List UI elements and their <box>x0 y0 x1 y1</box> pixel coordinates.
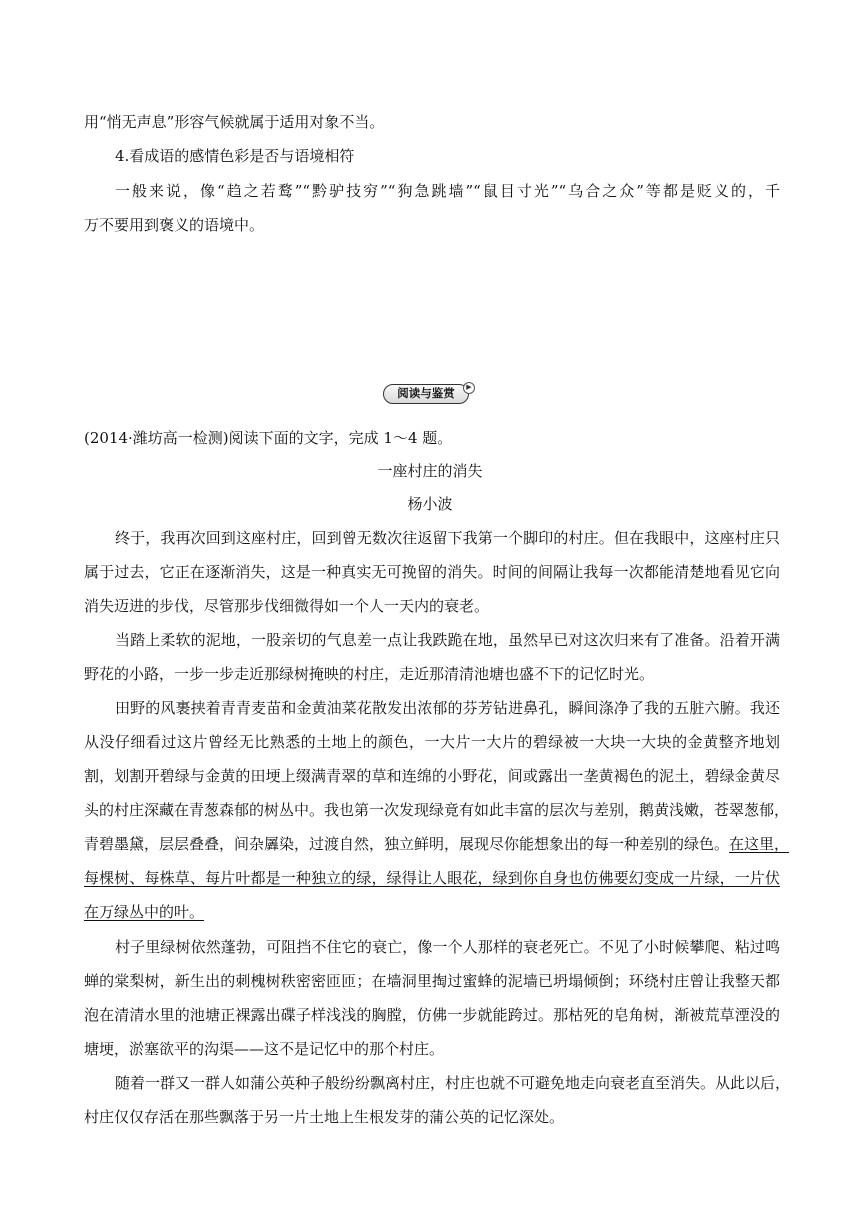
text-line: 随着一群又一群人如蒲公英种子般纷纷飘离村庄，村庄也就不可避免地走向衰老直至消失。从此以后， <box>115 1074 791 1092</box>
text-line: 村庄仅仅存活在那些飘落于另一片土地上生根发芽的蒲公英的记忆深处。 <box>84 1108 565 1126</box>
question-intro: (2014·潍坊高一检测)阅读下面的文字，完成 1～4 题。 <box>84 429 453 447</box>
text-line: 万不要用到褒义的语境中。 <box>84 216 265 234</box>
text-line: 从没仔细看过这片曾经无比熟悉的土地上的颜色，一大片一大片的碧绿被一大块一大块的金黄整齐地划 <box>84 733 780 751</box>
text-line: 村子里绿树依然蓬勃，可阻挡不住它的衰亡，像一个人那样的衰老死亡。不见了小时候攀爬、粘过鸣 <box>115 938 780 956</box>
article-title: 一座村庄的消失 <box>377 462 483 480</box>
text-line: 终于，我再次回到这座村庄，回到曾无数次往返留下我第一个脚印的村庄。但在我眼中，这座村庄只 <box>115 529 780 547</box>
text-line: 用“悄无声息”形容气候就属于适用对象不当。 <box>84 113 385 131</box>
text-segment: 青碧墨黛，层层叠叠，间杂羼染，过渡自然，独立鲜明，展现尽你能想象出的每一种差别的绿色。 <box>84 835 730 853</box>
text-line: 当踏上柔软的泥地，一股亲切的气息差一点让我跌跪在地，虽然早已对这次归来有了准备。沿着开满 <box>115 631 780 649</box>
text-line: 消失迈进的步伐，尽管那步伐细微得如一个人一天内的衰老。 <box>84 597 490 615</box>
text-line: 泡在清清水里的池塘正裸露出碟子样浅浅的胸膛，仿佛一步就能跨过。那枯死的皂角树，渐被荒草湮没的 <box>84 1006 780 1024</box>
text-line: 割，划割开碧绿与金黄的田埂上缀满青翠的草和连绵的小野花，间或露出一垄黄褐色的泥土，碧绿金黄尽 <box>84 767 780 785</box>
section-badge: 阅读与鉴赏 <box>383 384 469 404</box>
text-line <box>84 834 790 854</box>
play-arrow-icon: ▶ <box>463 382 475 394</box>
underlined-sentence: 每棵树、每株草、每片叶都是一种独立的绿，绿得让人眼花，绿到你自身也仿佛要幻变成一片绿，一片伏 <box>84 869 780 887</box>
section-heading: 4.看成语的感情色彩是否与语境相符 <box>115 147 355 165</box>
underlined-sentence: 在这里， <box>729 835 790 853</box>
text-line: 田野的风裹挟着青青麦苗和金黄油菜花散发出浓郁的芬芳钻进鼻孔，瞬间涤净了我的五脏六腑。我还 <box>115 699 780 717</box>
text-line: 野花的小路，一步一步走近那绿树掩映的村庄，走近那清清池塘也盛不下的记忆时光。 <box>84 665 655 683</box>
underlined-sentence: 在万绿丛中的叶。 <box>84 903 205 921</box>
article-author: 杨小波 <box>407 495 453 513</box>
text-line <box>84 902 780 922</box>
text-line: 头的村庄深藏在青葱森郁的树丛中。我也第一次发现绿竟有如此丰富的层次与差别，鹅黄浅嫩，苍翠葱郁， <box>84 801 790 819</box>
text-line: 一般来说，像“趋之若鹜”“黔驴技穷”“狗急跳墙”“鼠目寸光”“乌合之众”等都是贬义的，千 <box>115 182 780 200</box>
text-line: 属于过去，它正在逐渐消失，这是一种真实无可挽留的消失。时间的间隔让我每一次都能清楚地看见它向 <box>84 563 780 581</box>
text-line: 塘埂，淤塞欲平的沟渠——这不是记忆中的那个村庄。 <box>84 1040 445 1058</box>
text-line: 蝉的棠梨树，新生出的刺槐树秩密密匝匝；在墙洞里掏过蜜蜂的泥墙已坍塌倾倒；环绕村庄曾让我整天都 <box>84 972 780 990</box>
